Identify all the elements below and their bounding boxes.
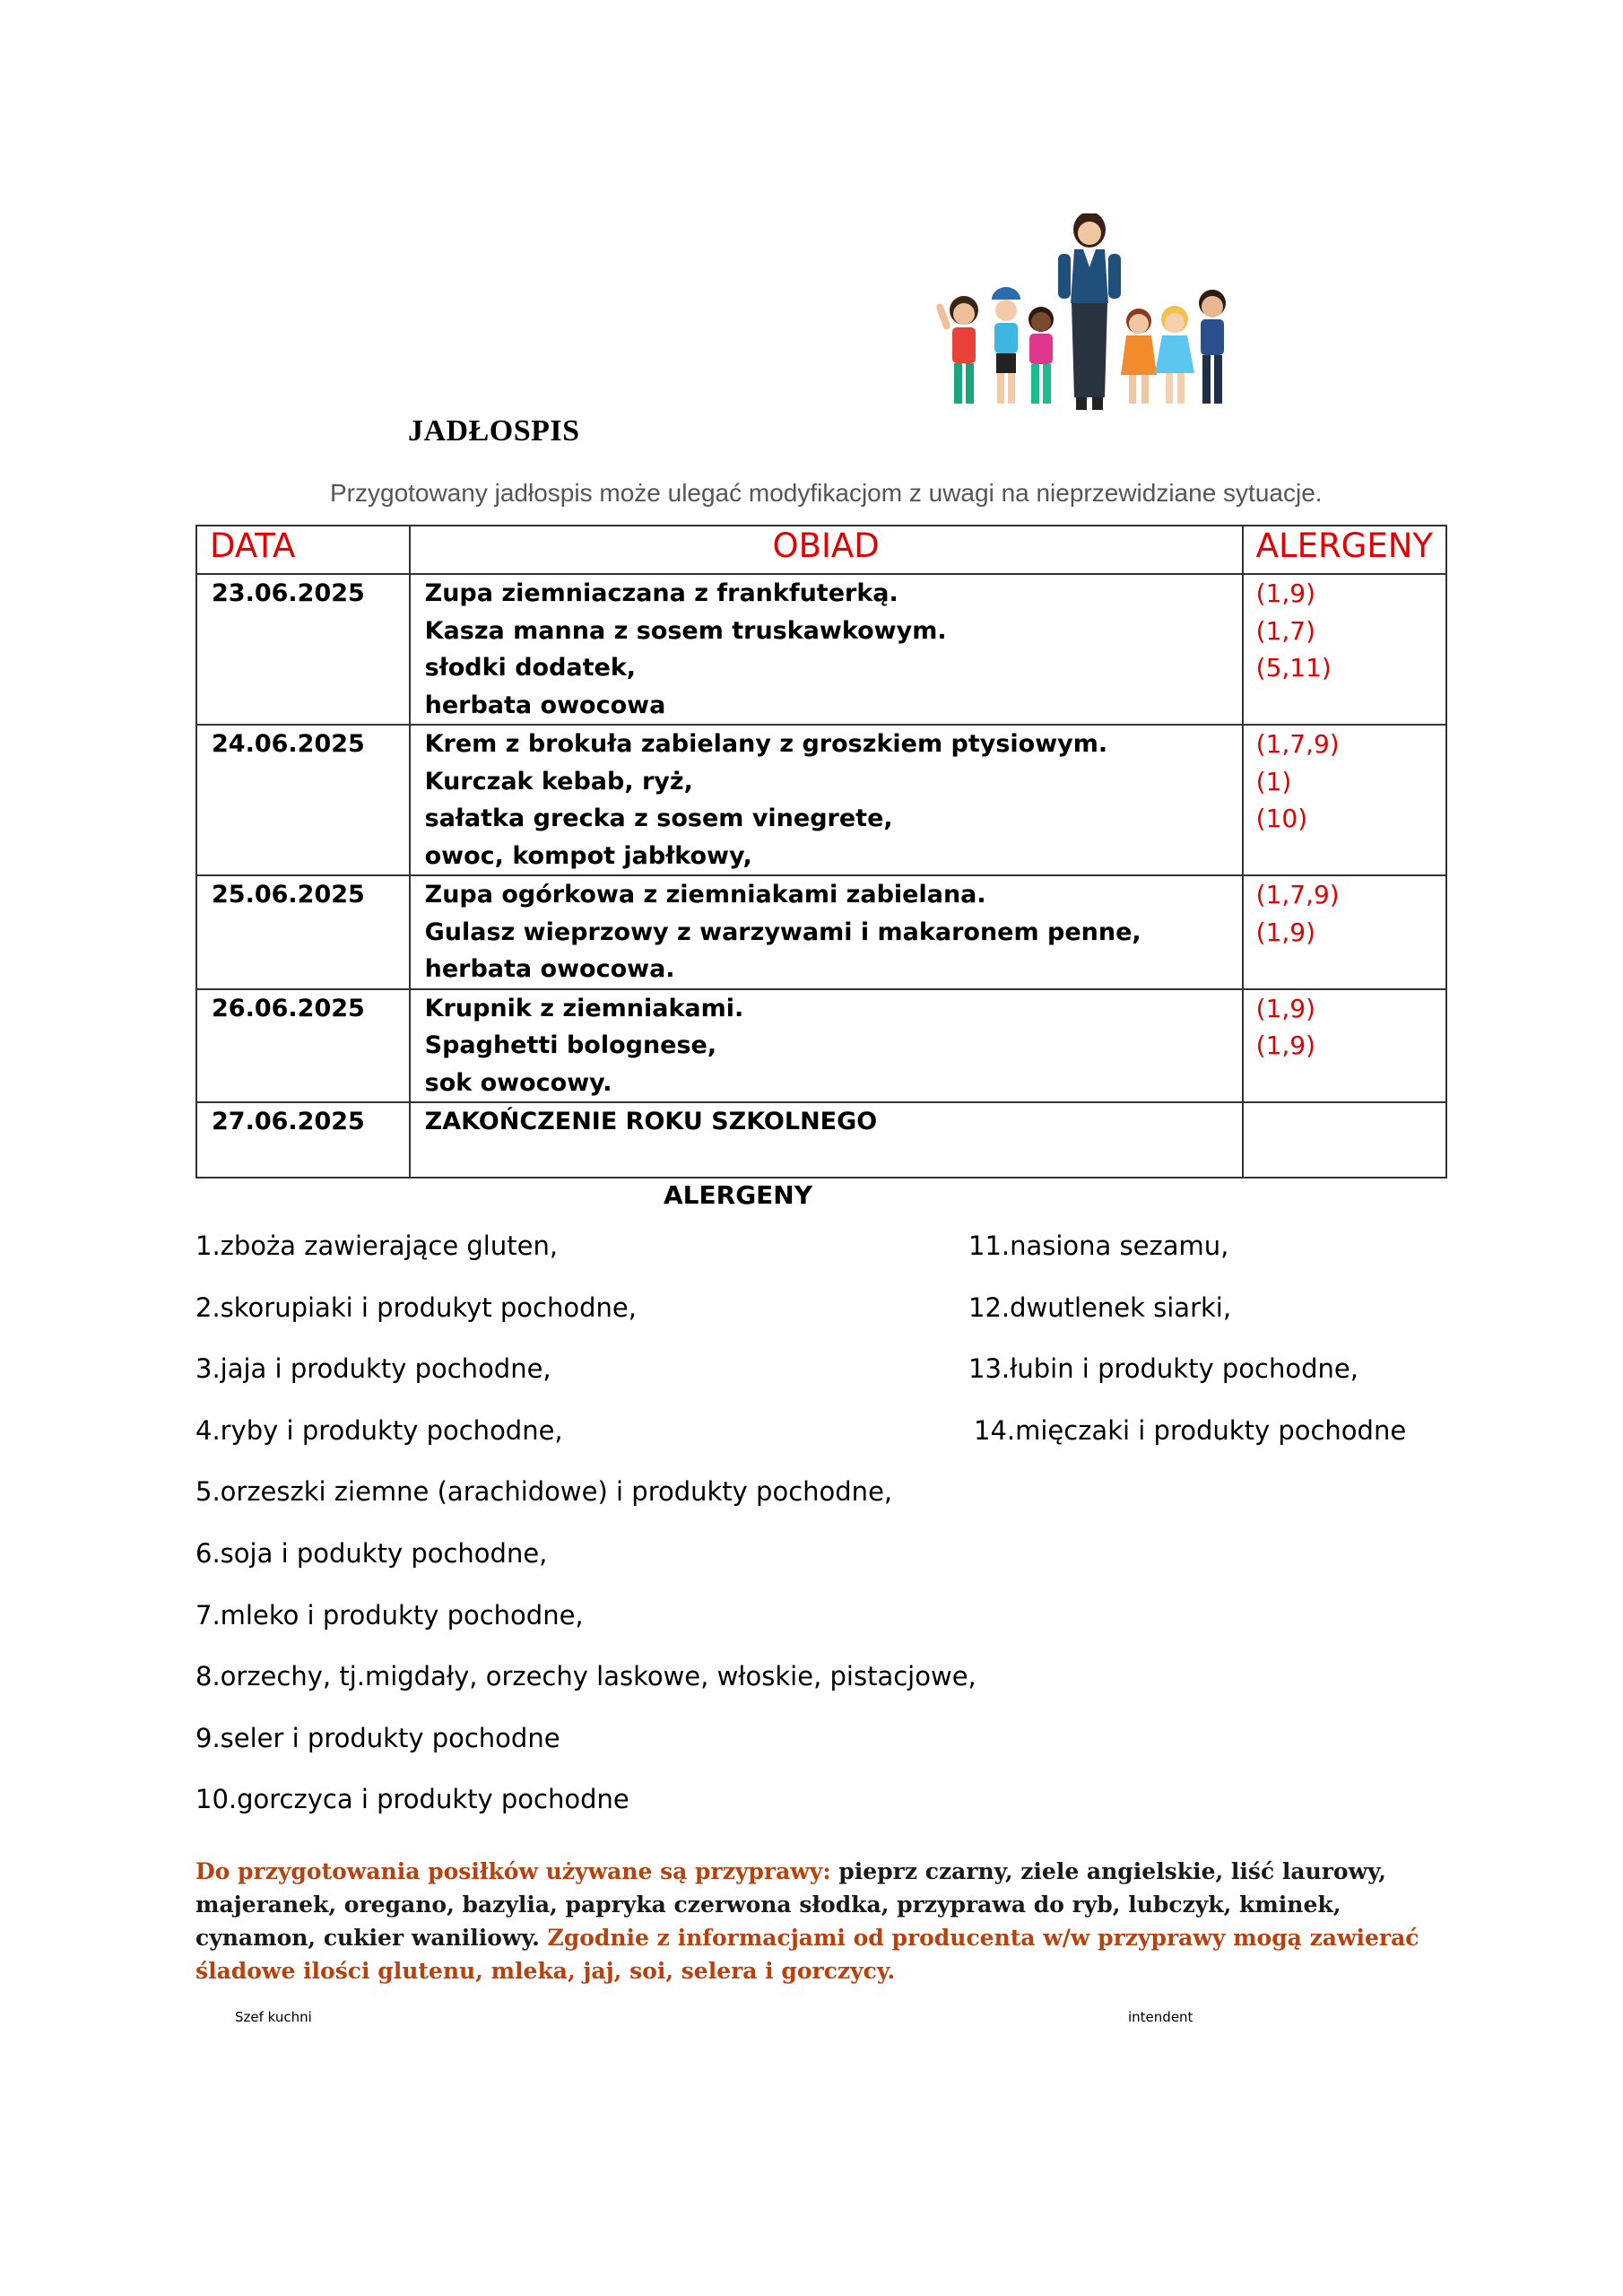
table-header-row	[196, 526, 1446, 574]
child-figure	[1199, 290, 1226, 404]
spices-warning: Zgodnie z informacjami od producenta w/w przyprawy mogą zawierać śladowe ilości glutenu, mleka, jaj, soi, selera i gorczycy.	[195, 1925, 1419, 1984]
allergen-legend-item: 10.gorczyca i produkty pochodne	[195, 1784, 629, 1815]
allergen-cell	[1243, 574, 1446, 725]
date-cell: 23.06.2025	[196, 574, 410, 725]
allergen-legend-item: 3.jaja i produkty pochodne,	[195, 1353, 551, 1385]
meal-line: owoc, kompot jabłkowy,	[424, 841, 752, 870]
meal-cell	[410, 989, 1243, 1103]
meal-line: Zupa ziemniaczana z frankfuterką.	[424, 579, 898, 607]
meal-line: sałatka grecka z sosem vinegrete,	[424, 804, 893, 832]
meal-cell	[410, 875, 1243, 989]
allergen-code: (5,11)	[1255, 653, 1332, 683]
meal-line: słodki dodatek,	[424, 654, 637, 682]
child-figure	[935, 296, 978, 404]
meal-line: Kasza manna z sosem truskawkowym.	[424, 616, 947, 645]
meal-cell	[410, 1102, 1243, 1178]
allergen-code: (1,9)	[1255, 1031, 1316, 1060]
meal-line: Spaghetti bolognese,	[424, 1031, 717, 1059]
allergen-code: (1)	[1255, 766, 1292, 796]
teacher-figure	[1058, 213, 1121, 410]
allergen-legend-item: 7.mleko i produkty pochodne,	[195, 1599, 584, 1631]
column-header-date: DATA	[196, 526, 410, 574]
allergen-legend-item: 9.seler i produkty pochodne	[195, 1722, 560, 1753]
allergen-cell	[1243, 989, 1446, 1103]
meal-line: ZAKOŃCZENIE ROKU SZKOLNEGO	[424, 1108, 878, 1135]
allergen-legend-item: 5.orzeszki ziemne (arachidowe) i produkty pochodne,	[195, 1476, 893, 1508]
allergen-legend-item: 13.łubin i produkty pochodne,	[968, 1353, 1358, 1385]
allergen-code: (1,7)	[1255, 615, 1316, 646]
allergen-cell	[1243, 725, 1446, 875]
meal-line: sok owocowy.	[424, 1068, 612, 1097]
spices-note	[195, 1855, 1451, 1987]
allergen-cell	[1243, 1102, 1446, 1178]
allergen-code: (1,9)	[1255, 993, 1316, 1023]
child-figure	[1121, 309, 1157, 404]
allergen-legend-heading: ALERGENY	[664, 1180, 813, 1210]
allergen-code: (1,7,9)	[1255, 729, 1340, 759]
allergen-legend-item: 4.ryby i produkty pochodne,	[195, 1414, 563, 1446]
signature-intendent: intendent	[1128, 2009, 1193, 2025]
allergen-legend-item: 1.zboża zawierające gluten,	[195, 1231, 559, 1261]
teacher-children-illustration	[933, 213, 1246, 422]
meal-cell	[410, 725, 1243, 875]
date-cell: 25.06.2025	[196, 875, 410, 989]
allergen-legend-item: 8.orzechy, tj.migdały, orzechy laskowe, włoskie, pistacjowe,	[195, 1661, 976, 1692]
menu-table	[195, 525, 1447, 1178]
allergen-code: (1,9)	[1255, 578, 1316, 608]
table-row	[196, 989, 1446, 1103]
child-figure	[1028, 307, 1054, 404]
table-row	[196, 1102, 1446, 1178]
date-cell: 27.06.2025	[196, 1102, 410, 1178]
allergen-legend-item: 12.dwutlenek siarki,	[968, 1292, 1232, 1323]
page-title: JADŁOSPIS	[408, 414, 580, 448]
allergen-code: (1,7,9)	[1255, 880, 1340, 909]
meal-line: herbata owocowa.	[424, 955, 675, 983]
child-figure	[992, 287, 1020, 404]
signature-chef: Szef kuchni	[235, 2009, 312, 2025]
allergen-cell	[1243, 875, 1446, 989]
allergen-legend-item: 11.nasiona sezamu,	[968, 1231, 1229, 1261]
allergen-legend-item: 2.skorupiaki i produkyt pochodne,	[195, 1292, 637, 1323]
spices-list: pieprz czarny, ziele angielskie, liść laurowy, majeranek, oregano, bazylia, papryka czerwona słodka, przyprawa do ryb, lubczyk, kminek, cynamon, cukier waniliowy.	[195, 1858, 1386, 1951]
meal-line: Zupa ogórkowa z ziemniakami zabielana.	[424, 881, 986, 909]
meal-line: Kurczak kebab, ryż,	[424, 767, 693, 796]
column-header-meal: OBIAD	[410, 526, 1243, 574]
meal-line: Gulasz wieprzowy z warzywami i makaronem penne,	[424, 918, 1141, 946]
date-cell: 24.06.2025	[196, 725, 410, 875]
spices-lead: Do przygotowania posiłków używane są przyprawy:	[195, 1858, 831, 1884]
column-header-allergens: ALERGENY	[1243, 526, 1446, 574]
meal-line: Krem z brokuła zabielany z groszkiem ptysiowym.	[424, 730, 1108, 758]
page-subtitle: Przygotowany jadłospis może ulegać modyfikacjom z uwagi na nieprzewidziane sytuacje.	[330, 479, 1323, 507]
table-row	[196, 875, 1446, 989]
date-cell: 26.06.2025	[196, 989, 410, 1103]
allergen-code: (1,9)	[1255, 917, 1316, 947]
child-figure	[1155, 306, 1194, 404]
table-row	[196, 574, 1446, 725]
table-row	[196, 725, 1446, 875]
meal-line: Krupnik z ziemniakami.	[424, 994, 744, 1022]
meal-line: herbata owocowa	[424, 691, 666, 719]
allergen-legend-item: 6.soja i podukty pochodne,	[195, 1538, 548, 1569]
allergen-code: (10)	[1255, 804, 1308, 833]
allergen-legend-item: 14.mięczaki i produkty pochodne	[974, 1414, 1407, 1446]
meal-cell	[410, 574, 1243, 725]
